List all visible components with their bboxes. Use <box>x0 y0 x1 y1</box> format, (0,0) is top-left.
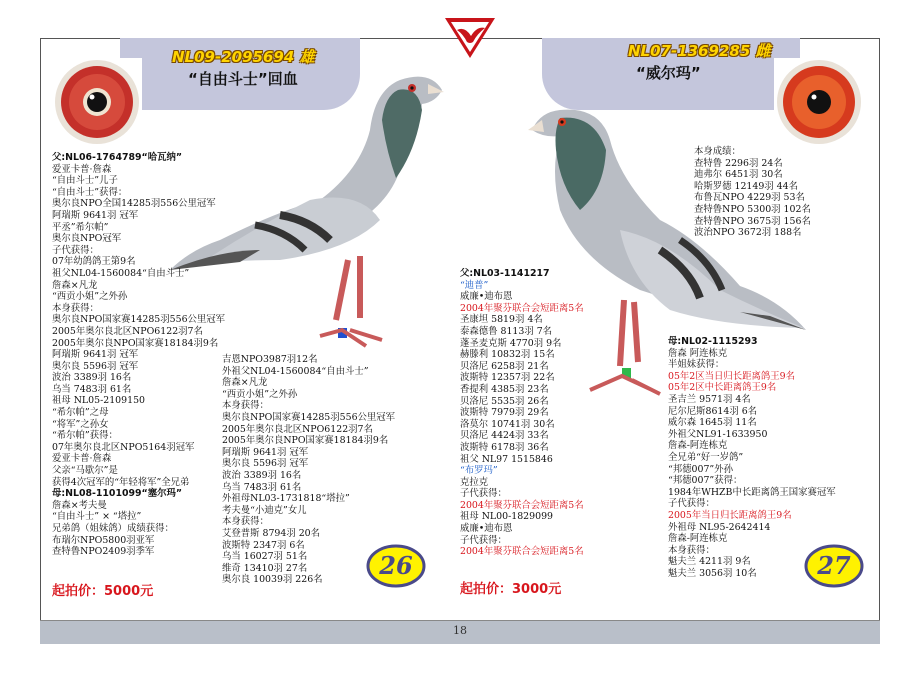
left-price-label: 起拍价： <box>52 584 105 599</box>
pedigree-line: 子代获得： <box>460 534 507 546</box>
pedigree-line: 威尔森 1645羽 11名 <box>668 417 757 429</box>
pedigree-line: 圣康坦 5819羽 4名 <box>460 314 543 326</box>
pedigree-line: 母:NL08-1101099“塞尔玛” <box>52 488 182 500</box>
page-number: 18 <box>453 624 467 637</box>
pedigree-line: 哈斯罗德 12149羽 44名 <box>694 180 798 192</box>
pedigree-line: 贝洛尼 5535羽 26名 <box>460 395 549 407</box>
pedigree-line: “迪普” <box>460 279 489 291</box>
pedigree-line: 泰森德鲁 8113羽 7名 <box>460 325 553 337</box>
pedigree-line: 本身获得： <box>52 302 99 314</box>
pedigree-line: 查特鲁NPO 3675羽 156名 <box>694 215 811 227</box>
pedigree-line: “希尔帕”获得： <box>52 430 118 442</box>
pedigree-line: 祖母 NL00-1829099 <box>460 511 554 523</box>
pedigree-line: 父亲“马歇尔”是 <box>52 465 118 477</box>
pedigree-line: 波斯特 6178羽 36名 <box>460 441 549 453</box>
pedigree-line: 波治 3389羽 16名 <box>222 469 302 481</box>
pedigree-line: “邦德007”外孙 <box>668 463 733 475</box>
pedigree-line: 威廉•迪布恩 <box>460 291 513 303</box>
pedigree-line: 2005年当日归长距离鸽王9名 <box>668 509 792 521</box>
left-lot-badge <box>366 544 426 588</box>
pedigree-line: 父:NL06-1764789“哈瓦纳” <box>52 152 182 163</box>
pedigree-line: 詹森-阿连栋克 <box>668 440 728 452</box>
left-lot-number: 26 <box>379 551 413 580</box>
pedigree-line: 乌当 16027羽 51名 <box>222 551 308 563</box>
pedigree-line: 祖母 NL05-2109150 <box>52 395 146 407</box>
pedigree-line: 查特鲁 2296羽 24名 <box>694 157 783 169</box>
pedigree-line: 波斯特 7979羽 29名 <box>460 407 549 419</box>
right-price-label: 起拍价： <box>460 582 513 597</box>
pedigree-line: 波治NPO 3672羽 188名 <box>694 227 802 239</box>
pedigree-line: 05年2区中长距离鸽王9名 <box>668 382 777 394</box>
pedigree-line: 波斯特 12357羽 22名 <box>460 372 555 384</box>
right-nickname: “威尔玛” <box>636 64 701 82</box>
pedigree-line: 母:NL02-1115293 <box>668 336 758 347</box>
pedigree-line: 外祖父NL91-1633950 <box>668 428 768 440</box>
pedigree-line: 本身获得： <box>222 516 269 528</box>
pedigree-line: 迪弗尔 6451羽 30名 <box>694 169 783 181</box>
pedigree-line: 查特鲁NPO 5300羽 102名 <box>694 203 811 215</box>
pedigree-line: 阿瑞斯 9641羽 冠军 <box>52 349 139 361</box>
pedigree-line: 贝洛尼 4424羽 33名 <box>460 430 549 442</box>
pedigree-line: 尼尔尼斯8614羽 6名 <box>668 405 758 417</box>
pedigree-line: 阿瑞斯 9641羽 冠军 <box>222 446 309 458</box>
pedigree-line: 2005年奥尔良北区NPO6122羽7名 <box>52 325 203 337</box>
pedigree-line: 子代获得： <box>52 244 99 256</box>
pedigree-line: 乌当 7483羽 61名 <box>52 383 132 395</box>
pedigree-line: 05年2区当日归长距离鸽王9名 <box>668 370 795 382</box>
pedigree-line: 维奇 13410羽 27名 <box>222 562 308 574</box>
left-nickname: “自由斗士”回血 <box>188 70 298 88</box>
pedigree-line: “将军”之孙女 <box>52 418 109 430</box>
pedigree-line: 全兄弟“好一岁鸽” <box>668 451 744 463</box>
pedigree-line: 2004年聚芬联合会短距离5名 <box>460 546 584 558</box>
pedigree-line: 子代获得： <box>460 488 507 500</box>
pedigree-line: 贝洛尼 6258羽 21名 <box>460 360 549 372</box>
pedigree-line: 2005年奥尔良NPO国家赛18184羽9名 <box>52 337 219 349</box>
pedigree-line: 奥尔良NPO全国14285羽556公里冠军 <box>52 198 216 210</box>
pedigree-line: 考夫曼“小迪克”女儿 <box>222 504 307 516</box>
right-price-value: 3000元 <box>512 582 562 597</box>
pedigree-line: 奥尔良NPO国家赛14285羽556公里冠军 <box>222 411 396 423</box>
pedigree-line: 詹森×凡龙 <box>222 377 268 389</box>
pedigree-line: 爱亚卡普·詹森 <box>52 453 112 465</box>
pedigree-line: 平丞”希尔帕” <box>52 221 109 233</box>
pedigree-line: 外祖母NL03-1731818“塔拉” <box>222 493 350 505</box>
pedigree-line: 克拉克 <box>460 476 489 488</box>
pedigree-line: 2004年聚芬联合会短距离5名 <box>460 302 584 314</box>
left-ring-number: NL09-2095694 雄 <box>172 48 315 66</box>
pedigree-line: 奥尔良 5596羽 冠军 <box>222 458 309 470</box>
pedigree-line: 查特鲁NPO2409羽季军 <box>52 546 155 558</box>
pedigree-line: 奥尔良NPO冠军 <box>52 233 122 245</box>
right-pedigree-column-2 <box>668 336 836 579</box>
pedigree-line: 波斯特 2347羽 6名 <box>222 539 305 551</box>
pedigree-line: 爱亚卡普·詹森 <box>52 163 112 175</box>
pedigree-line: 外祖父NL04-1560084“自由斗士” <box>222 365 369 377</box>
pedigree-line: “自由斗士” × “塔拉” <box>52 511 142 523</box>
right-lot-badge <box>804 544 864 588</box>
pedigree-line: 兄弟鸽（姐妹鸽）成绩获得： <box>52 523 174 534</box>
right-pedigree-column-1 <box>460 268 584 558</box>
pedigree-line: “希尔帕”之母 <box>52 407 109 419</box>
pedigree-line: 威廉•迪布恩 <box>460 523 513 535</box>
pedigree-line: “自由斗士”儿子 <box>52 175 118 187</box>
pedigree-line: 07年奥尔良北区NPO5164羽冠军 <box>52 441 195 453</box>
pedigree-line: “西贡小姐”之外孙 <box>52 291 128 303</box>
pedigree-line: 奥尔良NPO国家赛14285羽556公里冠军 <box>52 314 226 326</box>
pedigree-line: 蓬圣麦克斯 4770羽 9名 <box>460 337 562 349</box>
pedigree-line: 詹森-阿连栋克 <box>668 533 728 545</box>
pedigree-line: 阿瑞斯 9641羽 冠军 <box>52 209 139 221</box>
pedigree-line: 2004年聚芬联合会短距离5名 <box>460 499 584 511</box>
pedigree-line: 艾登普斯 8794羽 20名 <box>222 527 320 539</box>
pedigree-line: 外祖母 NL95-2642414 <box>668 521 771 533</box>
pedigree-line: 本身获得： <box>222 400 269 412</box>
page-footer <box>40 620 880 644</box>
pedigree-line: “西贡小姐”之外孙 <box>222 388 298 400</box>
pedigree-line: 洛莫尔 10741羽 30名 <box>460 418 555 430</box>
pedigree-line: 本身成绩： <box>694 146 741 157</box>
pedigree-line: 祖父NL04-1560084“自由斗士” <box>52 267 190 279</box>
right-lot-number: 27 <box>817 551 851 580</box>
pedigree-line: 祖父 NL97 1515846 <box>460 453 553 465</box>
left-price-value: 5000元 <box>104 584 154 599</box>
pedigree-line: 詹森×考夫曼 <box>52 499 107 511</box>
pedigree-line: 赫滕利 10832羽 15名 <box>460 349 555 361</box>
pedigree-line: 圣吉兰 9571羽 4名 <box>668 393 751 405</box>
pedigree-line: 获得4次冠军的“年轻将军”全兄弟 <box>52 476 190 488</box>
pedigree-line: 布鲁瓦NPO 4229羽 53名 <box>694 192 805 204</box>
pedigree-line: 半姐妹获得： <box>668 359 725 371</box>
pedigree-line: 布瑞尔NPO5800羽亚军 <box>52 534 155 546</box>
pedigree-line: “自由斗士”获得： <box>52 186 128 198</box>
pedigree-line: 魁夫兰 4211羽 9名 <box>668 556 751 568</box>
pedigree-line: 2005年奥尔良NPO国家赛18184羽9名 <box>222 435 389 447</box>
pedigree-line: 波治 3389羽 16名 <box>52 372 132 384</box>
right-own-results <box>694 146 811 239</box>
pedigree-line: 魁夫兰 3056羽 10名 <box>668 567 757 579</box>
pedigree-line: 子代获得： <box>668 498 715 510</box>
left-pedigree-column-1 <box>52 152 225 558</box>
pedigree-line: 詹森 阿连栋克 <box>668 347 728 359</box>
pedigree-line: “布罗玛” <box>460 465 498 477</box>
pedigree-line: 奥尔良 10039羽 226名 <box>222 574 323 586</box>
pedigree-line: 詹森×凡龙 <box>52 279 98 291</box>
right-ring-number: NL07-1369285 雌 <box>628 42 771 60</box>
pedigree-line: 父:NL03-1141217 <box>460 268 550 279</box>
pedigree-line: 奥尔良 5596羽 冠军 <box>52 360 139 372</box>
pedigree-line: 香提利 4385羽 23名 <box>460 383 549 395</box>
pedigree-line: 乌当 7483羽 61名 <box>222 481 302 493</box>
left-eye-photo <box>52 58 142 146</box>
left-starting-price <box>52 580 153 599</box>
right-starting-price <box>460 578 561 597</box>
pedigree-line: 1984年WHZB中长距离鸽王国家赛冠军 <box>668 486 836 498</box>
pedigree-line: 2005年奥尔良北区NPO6122羽7名 <box>222 423 373 435</box>
pedigree-line: 本身获得： <box>668 544 715 556</box>
pedigree-line: “邦德007”获得： <box>668 475 743 487</box>
pedigree-line: 07年幼鸽鸽王第9名 <box>52 256 136 268</box>
pedigree-line: 吉恩NPO3987羽12名 <box>222 354 318 365</box>
